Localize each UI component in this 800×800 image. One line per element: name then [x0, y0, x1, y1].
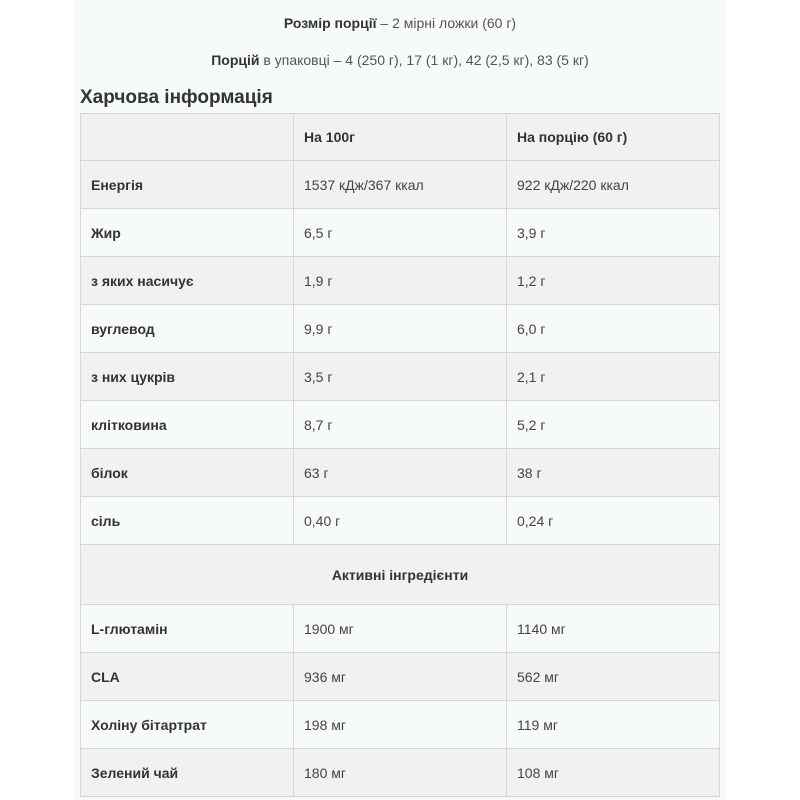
table-row: [81, 209, 720, 257]
nutrient-name: Жир: [81, 209, 294, 257]
active-ingredients-heading: Активні інгредієнти: [81, 545, 720, 605]
value-per-100g: 8,7 г: [294, 401, 507, 449]
table-row: [81, 161, 720, 209]
value-per-100g: 0,40 г: [294, 497, 507, 545]
active-ingredients-header-row: [81, 545, 720, 605]
table-header-row: [81, 114, 720, 161]
value-per-100g: 9,9 г: [294, 305, 507, 353]
value-per-100g: 1537 кДж/367 ккал: [294, 161, 507, 209]
value-per-100g: 63 г: [294, 449, 507, 497]
value-per-serving: 1,2 г: [507, 257, 720, 305]
servings-per-pack-value: в упаковці – 4 (250 г), 17 (1 кг), 42 (2,5 кг), 83 (5 кг): [259, 52, 589, 68]
column-header-per-100g: На 100г: [294, 114, 507, 161]
table-row: [81, 449, 720, 497]
ingredient-name: Холіну бітартрат: [81, 701, 294, 749]
ingredient-name: L-глютамін: [81, 605, 294, 653]
ingredient-name: Зелений чай: [81, 749, 294, 797]
value-per-serving: 108 мг: [507, 749, 720, 797]
table-row: [81, 605, 720, 653]
table-row: [81, 653, 720, 701]
value-per-serving: 0,24 г: [507, 497, 720, 545]
value-per-serving: 562 мг: [507, 653, 720, 701]
value-per-100g: 6,5 г: [294, 209, 507, 257]
table-row: [81, 749, 720, 797]
nutrient-name: з яких насичує: [81, 257, 294, 305]
nutrient-name: клітковина: [81, 401, 294, 449]
value-per-100g: 198 мг: [294, 701, 507, 749]
serving-size-line: [0, 15, 800, 31]
value-per-100g: 1,9 г: [294, 257, 507, 305]
nutrition-table: [80, 113, 720, 797]
value-per-serving: 5,2 г: [507, 401, 720, 449]
value-per-serving: 119 мг: [507, 701, 720, 749]
column-header-per-serving: На порцію (60 г): [507, 114, 720, 161]
nutrient-name: сіль: [81, 497, 294, 545]
value-per-100g: 3,5 г: [294, 353, 507, 401]
value-per-100g: 180 мг: [294, 749, 507, 797]
table-row: [81, 701, 720, 749]
value-per-serving: 38 г: [507, 449, 720, 497]
nutrient-name: вуглевод: [81, 305, 294, 353]
value-per-serving: 2,1 г: [507, 353, 720, 401]
nutrient-name: білок: [81, 449, 294, 497]
serving-size-value: – 2 мірні ложки (60 г): [376, 15, 517, 31]
value-per-serving: 1140 мг: [507, 605, 720, 653]
table-row: [81, 497, 720, 545]
table-row: [81, 401, 720, 449]
value-per-serving: 3,9 г: [507, 209, 720, 257]
servings-per-pack-label: Порцій: [211, 52, 260, 68]
servings-per-pack-line: [0, 52, 800, 68]
table-row: [81, 305, 720, 353]
value-per-100g: 936 мг: [294, 653, 507, 701]
table-row: [81, 353, 720, 401]
value-per-serving: 6,0 г: [507, 305, 720, 353]
ingredient-name: CLA: [81, 653, 294, 701]
nutrient-name: з них цукрів: [81, 353, 294, 401]
nutrition-info-title: Харчова інформація: [80, 87, 273, 108]
value-per-100g: 1900 мг: [294, 605, 507, 653]
column-header-empty: [81, 114, 294, 161]
table-row: [81, 257, 720, 305]
nutrient-name: Енергія: [81, 161, 294, 209]
serving-size-label: Розмір порції: [283, 15, 377, 31]
value-per-serving: 922 кДж/220 ккал: [507, 161, 720, 209]
